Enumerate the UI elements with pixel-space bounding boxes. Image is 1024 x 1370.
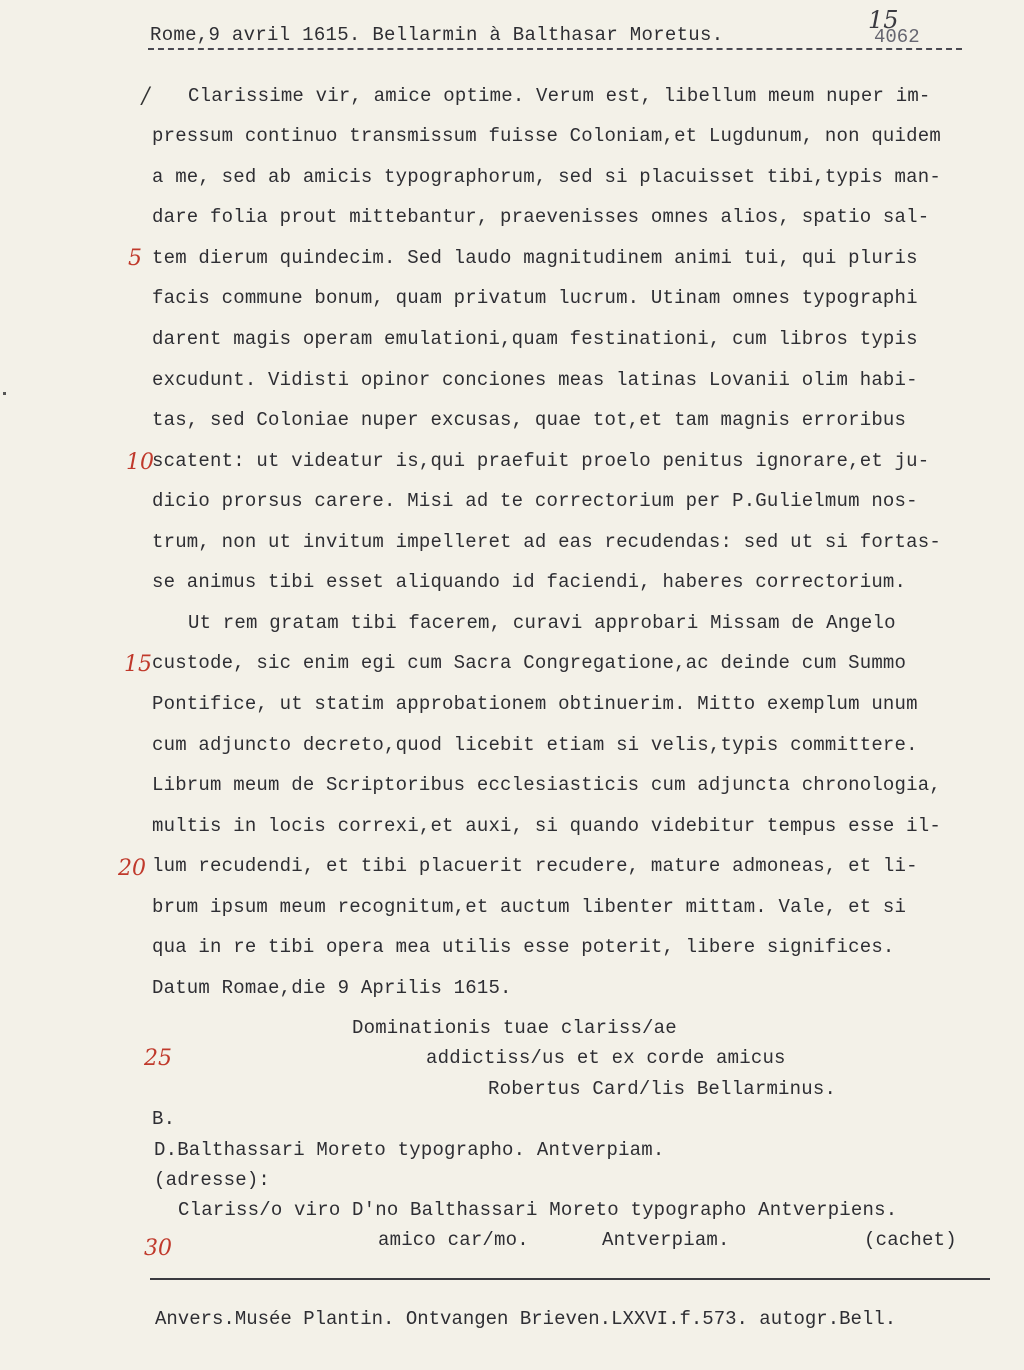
body-line: facis commune bonum, quam privatum lucrum. Utinam omnes typographi (152, 287, 918, 309)
folio-handwritten: 15 (868, 6, 899, 34)
body-line: qua in re tibi opera mea utilis esse poterit, libere significes. (152, 936, 895, 958)
address-mark: B. (152, 1108, 176, 1130)
address-line-4a: amico car/mo. (378, 1229, 529, 1251)
body-line: excudunt. Vidisti opinor conciones meas latinas Lovanii olim habi- (152, 369, 918, 391)
address-line-1: D.Balthassari Moreto typographo. Antverpiam. (154, 1139, 665, 1161)
body-line: Librum meum de Scriptoribus ecclesiasticis cum adjuncta chronologia, (152, 774, 941, 796)
body-line: Pontifice, ut statim approbationem obtinuerim. Mitto exemplum unum (152, 693, 918, 715)
body-line: dicio prorsus carere. Misi ad te correctorium per P.Gulielmum nos- (152, 490, 918, 512)
header-rule (148, 48, 962, 50)
margin-number-30: 30 (144, 1236, 172, 1261)
margin-number-15: 15 (124, 652, 152, 677)
signature-line: Robertus Card/lis Bellarminus. (488, 1078, 837, 1100)
body-line: cum adjuncto decreto,quod licebit etiam si velis,typis committere. (152, 734, 918, 756)
closing-line-1: Dominationis tuae clariss/ae (352, 1017, 677, 1039)
body-line: a me, sed ab amicis typographorum, sed si placuisset tibi,typis man- (152, 166, 941, 188)
body-line: trum, non ut invitum impelleret ad eas recudendas: sed ut si fortas- (152, 531, 941, 553)
body-line: tas, sed Coloniae nuper excusas, quae tot,et tam magnis erroribus (152, 409, 907, 431)
body-line: pressum continuo transmissum fuisse Coloniam,et Lugdunum, non quidem (152, 125, 941, 147)
address-line-3: Clariss/o viro D'no Balthassari Moreto typographo Antverpiens. (178, 1199, 898, 1221)
seal-note: (cachet) (864, 1229, 957, 1251)
body-line: lum recudendi, et tibi placuerit recudere, mature admoneas, et li- (152, 855, 918, 877)
address-line-4b: Antverpiam. (602, 1229, 730, 1251)
body-line: Clarissime vir, amice optime. Verum est, libellum meum nuper im- (188, 85, 931, 107)
address-label: (adresse): (154, 1169, 271, 1191)
body-line: brum ipsum meum recognitum,et auctum libenter mittam. Vale, et si (152, 896, 907, 918)
body-line: multis in locis correxi,et auxi, si quando videbitur tempus esse il- (152, 815, 941, 837)
body-line: dare folia prout mittebantur, praevenisses omnes alios, spatio sal- (152, 206, 930, 228)
margin-number-20: 20 (118, 856, 146, 881)
body-line: custode, sic enim egi cum Sacra Congregatione,ac deinde cum Summo (152, 652, 907, 674)
body-line: darent magis operam emulationi,quam festinationi, cum libros typis (152, 328, 918, 350)
body-line: se animus tibi esset aliquando id faciendi, haberes correctorium. (152, 571, 907, 593)
footer-rule (150, 1278, 990, 1280)
body-line: tem dierum quindecim. Sed laudo magnitudinem animi tui, qui pluris (152, 247, 918, 269)
margin-number-25: 25 (144, 1046, 172, 1071)
paper-speck (3, 392, 6, 395)
closing-line-2: addictiss/us et ex corde amicus (426, 1047, 786, 1069)
margin-number-5: 5 (128, 246, 142, 271)
archive-reference: Anvers.Musée Plantin. Ontvangen Brieven.LXXVI.f.573. autogr.Bell. (155, 1308, 897, 1330)
margin-number-1: / (142, 84, 150, 109)
margin-number-10: 10 (126, 450, 154, 475)
folio-typed: 4062 (874, 26, 920, 48)
body-line: scatent: ut videatur is,qui praefuit proelo penitus ignorare,et ju- (152, 450, 930, 472)
body-line: Datum Romae,die 9 Aprilis 1615. (152, 977, 512, 999)
body-line: Ut rem gratam tibi facerem, curavi approbari Missam de Angelo (188, 612, 896, 634)
header-title: Rome,9 avril 1615. Bellarmin à Balthasar Moretus. (150, 24, 724, 46)
